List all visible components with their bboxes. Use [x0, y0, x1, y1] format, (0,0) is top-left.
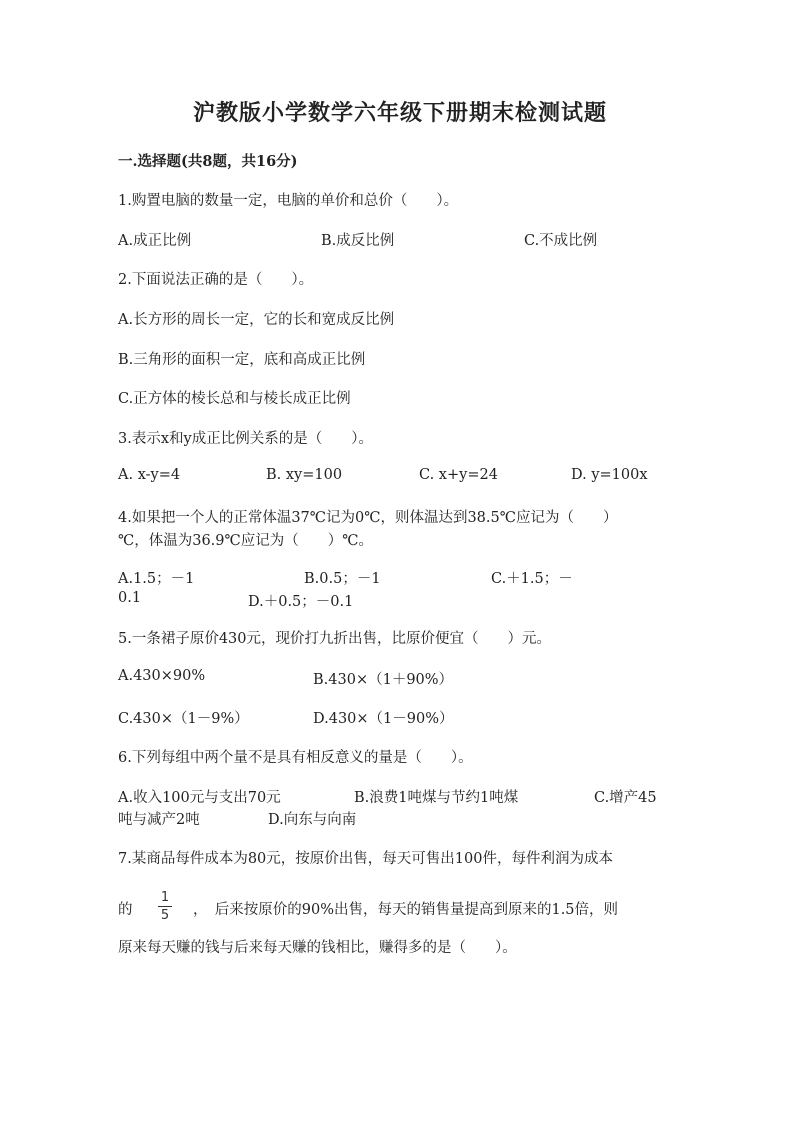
fraction-numerator: 1	[160, 890, 170, 905]
option-b[interactable]: B.三角形的面积一定，底和高成正比例	[118, 352, 366, 368]
question-4-stem-line-1: 4.如果把一个人的正常体温37℃记为0℃，则体温达到38.5℃应记为（ ）	[118, 510, 618, 526]
option-d[interactable]: D.向东与向南	[268, 812, 357, 828]
option-c[interactable]: C.不成比例	[524, 233, 598, 249]
option-a[interactable]: A.1.5；－1	[118, 571, 195, 587]
fraction-bar	[158, 906, 172, 907]
option-c-continued: 吨与减产2吨	[118, 812, 200, 828]
question-7-stem-line-1: 7.某商品每件成本为80元，按原价出售，每天可售出100件，每件利润为成本	[118, 851, 613, 867]
option-a[interactable]: A. x-y=4	[118, 467, 181, 483]
option-c[interactable]: C.＋1.5；－	[491, 571, 573, 587]
fraction-denominator: 5	[160, 908, 170, 923]
question-4-stem-line-2: ℃，体温为36.9℃应记为（ ）℃。	[118, 533, 373, 549]
question-5-stem: 5.一条裙子原价430元，现价打九折出售，比原价便宜（ ）元。	[118, 631, 552, 647]
option-b[interactable]: B.成反比例	[321, 233, 395, 249]
option-a[interactable]: A.长方形的周长一定，它的长和宽成反比例	[118, 312, 395, 328]
option-b[interactable]: B. xy=100	[266, 467, 343, 483]
option-d[interactable]: D.430×（1－90%）	[313, 711, 454, 727]
option-c-continued: 0.1	[118, 590, 142, 606]
option-c[interactable]: C. x+y=24	[419, 467, 498, 483]
option-b[interactable]: B.浪费1吨煤与节约1吨煤	[354, 790, 519, 806]
option-c[interactable]: C.增产45	[594, 790, 657, 806]
question-3-stem: 3.表示x和y成正比例关系的是（ ）。	[118, 431, 373, 447]
option-b[interactable]: B.0.5；－1	[304, 571, 381, 587]
page-title: 沪教版小学数学六年级下册期末检测试题	[192, 100, 607, 126]
question-7-stem-line-2: ， 后来按原价的90%出售，每天的销售量提高到原来的1.5倍，则	[193, 902, 619, 918]
option-d[interactable]: D. y=100x	[571, 467, 648, 483]
question-7-stem-pre: 的	[118, 902, 133, 918]
option-c[interactable]: C.正方体的棱长总和与棱长成正比例	[118, 391, 351, 407]
option-b[interactable]: B.430×（1＋90%）	[313, 672, 454, 688]
option-a[interactable]: A.收入100元与支出70元	[118, 790, 281, 806]
option-a[interactable]: A.430×90%	[118, 668, 206, 684]
question-2-stem: 2.下面说法正确的是（ ）。	[118, 272, 314, 288]
fraction-one-fifth	[158, 890, 172, 923]
option-d[interactable]: D.＋0.5；－0.1	[248, 594, 354, 610]
question-6-stem: 6.下列每组中两个量不是具有相反意义的量是（ ）。	[118, 750, 473, 766]
section-heading: 一.选择题(共8题，共16分)	[118, 153, 298, 170]
option-a[interactable]: A.成正比例	[118, 233, 192, 249]
option-c[interactable]: C.430×（1－9%）	[118, 711, 249, 727]
question-1-stem: 1.购置电脑的数量一定，电脑的单价和总价（ ）。	[118, 193, 459, 209]
question-7-stem-line-3: 原来每天赚的钱与后来每天赚的钱相比，赚得多的是（ ）。	[118, 940, 517, 956]
